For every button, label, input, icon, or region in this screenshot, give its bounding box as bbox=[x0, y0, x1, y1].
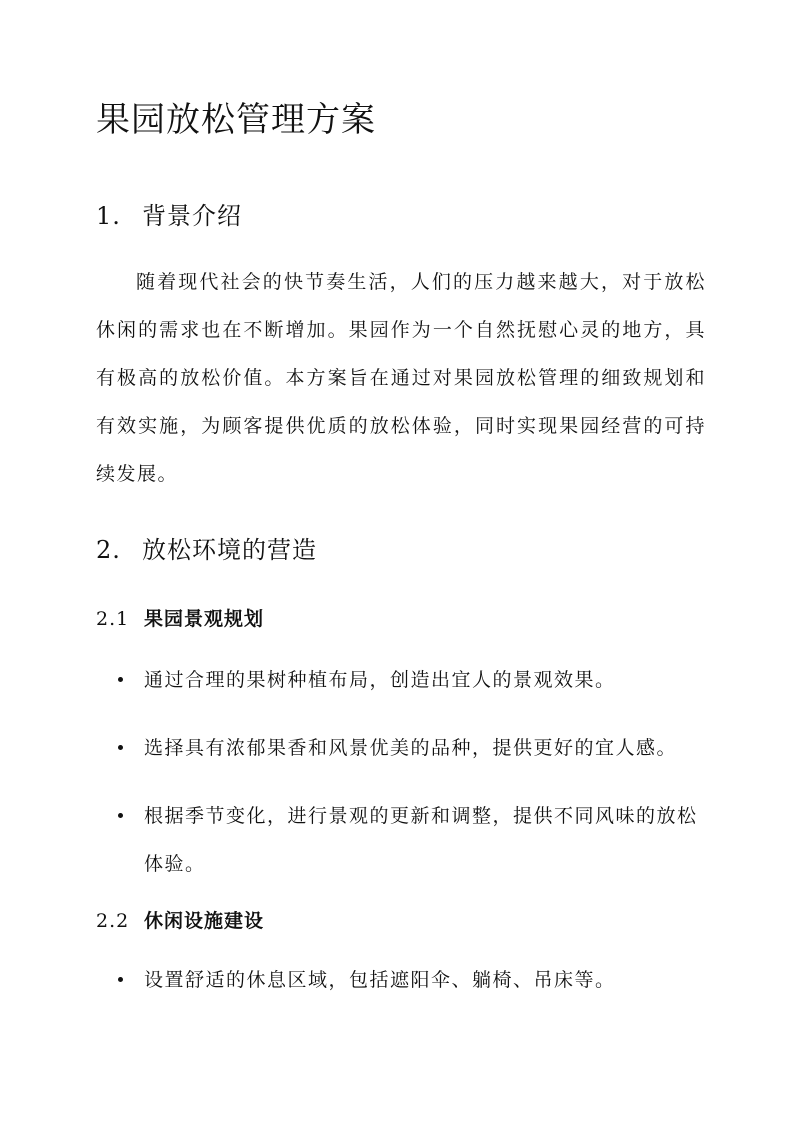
subsection-heading-2-2 bbox=[96, 906, 264, 933]
list-item bbox=[96, 792, 706, 888]
subsection-number: 2.2 bbox=[96, 910, 130, 932]
bullet-icon bbox=[118, 677, 123, 682]
bullet-icon bbox=[118, 745, 123, 750]
section-heading-1 bbox=[96, 196, 242, 231]
list-item bbox=[96, 724, 706, 772]
list-item bbox=[96, 656, 706, 704]
bullet-icon bbox=[118, 813, 123, 818]
bullet-icon bbox=[118, 977, 123, 982]
subsection-title: 果园景观规划 bbox=[144, 608, 265, 630]
list-item-text: 选择具有浓郁果香和风景优美的品种，提供更好的宜人感。 bbox=[144, 737, 678, 759]
section-title: 背景介绍 bbox=[142, 202, 242, 230]
list-item-text: 设置舒适的休息区域，包括遮阳伞、躺椅、吊床等。 bbox=[144, 969, 616, 991]
landscape-bullet-list bbox=[96, 656, 706, 908]
section-number: 1. bbox=[96, 202, 121, 230]
subsection-heading-2-1 bbox=[96, 604, 264, 631]
section-heading-2 bbox=[96, 530, 317, 565]
section-number: 2. bbox=[96, 536, 121, 564]
subsection-number: 2.1 bbox=[96, 608, 130, 630]
subsection-title: 休闲设施建设 bbox=[144, 910, 265, 932]
document-title: 果园放松管理方案 bbox=[96, 100, 376, 140]
list-item-text: 通过合理的果树种植布局，创造出宜人的景观效果。 bbox=[144, 669, 616, 691]
list-item-text: 根据季节变化，进行景观的更新和调整，提供不同风味的放松体验。 bbox=[144, 805, 698, 875]
section-title: 放松环境的营造 bbox=[142, 536, 317, 564]
list-item bbox=[96, 956, 706, 1004]
facilities-bullet-list bbox=[96, 956, 706, 1024]
background-paragraph: 随着现代社会的快节奏生活，人们的压力越来越大，对于放松休闲的需求也在不断增加。果园作为一个自然抚慰心灵的地方，具有极高的放松价值。本方案旨在通过对果园放松管理的细致规划和有效实施，为顾客提供优质的放松体验，同时实现果园经营的可持续发展。 bbox=[96, 271, 706, 485]
